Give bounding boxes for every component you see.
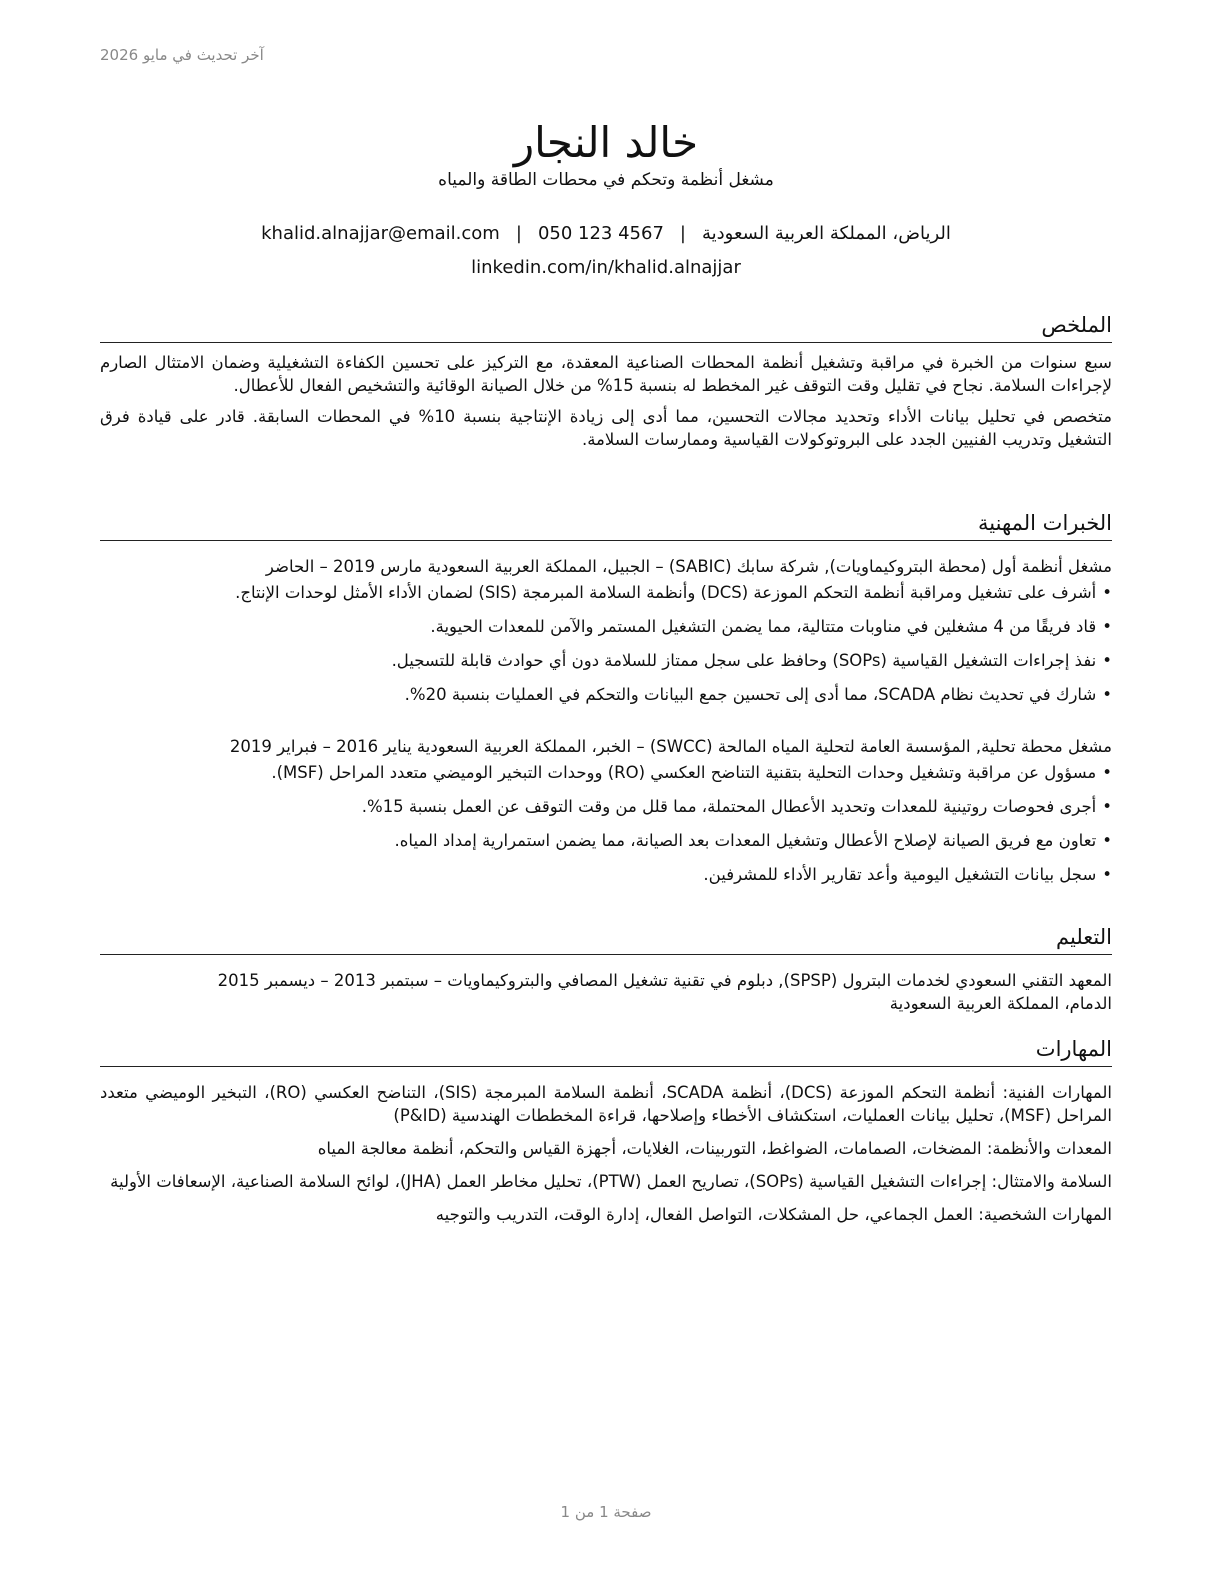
list-item: • نفذ إجراءات التشغيل القياسية (SOPs) وحافظ على سجل ممتاز للسلامة دون أي حوادث قابلة للتسجيل. bbox=[100, 649, 1112, 673]
last-updated: آخر تحديث في مايو 2026 bbox=[100, 46, 264, 64]
job-header: مشغل محطة تحلية, المؤسسة العامة لتحلية المياه المالحة (SWCC) – الخبر، المملكة العربية السعودية يناير 2016 – فبراير 2019 bbox=[229, 737, 1112, 756]
phone: 050 123 4567 bbox=[537, 223, 664, 244]
list-item: • أجرى فحوصات روتينية للمعدات وتحديد الأعطال المحتملة، مما قلل من وقت التوقف عن العمل بنسبة 15%. bbox=[100, 795, 1112, 819]
page-number: صفحة 1 من 1 bbox=[560, 1503, 652, 1521]
summary-paragraph: متخصص في تحليل بيانات الأداء وتحديد مجالات التحسين، مما أدى إلى زيادة الإنتاجية بنسبة 10% في المحطات السابقة. قادر على قيادة فرق التشغيل وتدريب الفنيين الجدد على البروتوكولات القياسية وممارسات السلامة. bbox=[100, 407, 1112, 449]
list-item: • سجل بيانات التشغيل اليومية وأعد تقارير الأداء للمشرفين. bbox=[100, 863, 1112, 887]
job-bullets bbox=[100, 761, 1112, 887]
candidate-role: مشغل أنظمة وتحكم في محطات الطاقة والمياه bbox=[438, 170, 774, 190]
skills-section bbox=[100, 1034, 1112, 1236]
section-title: الملخص bbox=[100, 310, 1112, 343]
section-title: المهارات bbox=[100, 1034, 1112, 1067]
summary-paragraph: سبع سنوات من الخبرة في مراقبة وتشغيل أنظمة المحطات الصناعية المعقدة، مع التركيز على تحسين الكفاءة التشغيلية وضمان الامتثال الصارم لإجراءات السلامة. نجاح في تقليل وقت التوقف غير المخطط له بنسبة 15% من خلال الصيانة الوقائية والتشخيص الفعال للأعطال. bbox=[100, 353, 1112, 395]
resume-page bbox=[100, 0, 1112, 1584]
skills-list bbox=[100, 1081, 1112, 1226]
linkedin-link[interactable]: linkedin.com/in/khalid.alnajjar bbox=[471, 257, 741, 278]
list-item: • أشرف على تشغيل ومراقبة أنظمة التحكم الموزعة (DCS) وأنظمة السلامة المبرمجة (SIS) لضمان الأداء الأمثل لوحدات الإنتاج. bbox=[100, 581, 1112, 605]
job-bullets bbox=[100, 581, 1112, 707]
job-header: مشغل أنظمة أول (محطة البتروكيماويات), شركة سابك (SABIC) – الجبيل، المملكة العربية السعودية مارس 2019 – الحاضر bbox=[265, 557, 1112, 576]
list-item: • قاد فريقًا من 4 مشغلين في مناوبات متتالية، مما يضمن التشغيل المستمر والآمن للمعدات الحيوية. bbox=[100, 615, 1112, 639]
education-section bbox=[100, 922, 1112, 1015]
list-item: • شارك في تحديث نظام SCADA، مما أدى إلى تحسين جمع البيانات والتحكم في العمليات بنسبة 20%. bbox=[100, 683, 1112, 707]
contact-line bbox=[100, 223, 1112, 244]
experience-section bbox=[100, 508, 1112, 887]
location: الرياض، المملكة العربية السعودية bbox=[701, 223, 951, 244]
education-line: المعهد التقني السعودي لخدمات البترول (SPSP), دبلوم في تقنية تشغيل المصافي والبتروكيماويات – سبتمبر 2013 – ديسمبر 2015 bbox=[217, 971, 1112, 990]
skill-line: المهارات الفنية: أنظمة التحكم الموزعة (DCS)، أنظمة SCADA، أنظمة السلامة المبرمجة (SIS)، التناضح العكسي (RO)، التبخير الوميضي متعدد المراحل (MSF)، تحليل بيانات العمليات، استكشاف الأخطاء وإصلاحها، قراءة المخططات الهندسية (P&ID) bbox=[100, 1083, 1112, 1125]
list-item: • تعاون مع فريق الصيانة لإصلاح الأعطال وتشغيل المعدات بعد الصيانة، مما يضمن استمرارية إمداد المياه. bbox=[100, 829, 1112, 853]
skill-line: السلامة والامتثال: إجراءات التشغيل القياسية (SOPs)، تصاريح العمل (PTW)، تحليل مخاطر العمل (JHA)، لوائح السلامة الصناعية، الإسعافات الأولية bbox=[110, 1172, 1112, 1191]
separator: | bbox=[515, 223, 522, 244]
candidate-name: خالد النجار bbox=[513, 118, 699, 168]
summary-section bbox=[100, 310, 1112, 451]
skill-line: المعدات والأنظمة: المضخات، الصمامات، الضواغط، التوربينات، الغلايات، أجهزة القياس والتحكم، أنظمة معالجة المياه bbox=[317, 1139, 1112, 1158]
section-title: الخبرات المهنية bbox=[100, 508, 1112, 541]
job-entry bbox=[100, 735, 1112, 887]
section-title: التعليم bbox=[100, 922, 1112, 955]
email-link[interactable]: khalid.alnajjar@email.com bbox=[261, 223, 500, 244]
education-location: الدمام، المملكة العربية السعودية bbox=[889, 994, 1112, 1013]
job-entry bbox=[100, 555, 1112, 707]
list-item: • مسؤول عن مراقبة وتشغيل وحدات التحلية بتقنية التناضح العكسي (RO) ووحدات التبخير الوميضي متعدد المراحل (MSF). bbox=[100, 761, 1112, 785]
separator: | bbox=[679, 223, 686, 244]
skill-line: المهارات الشخصية: العمل الجماعي، حل المشكلات، التواصل الفعال، إدارة الوقت، التدريب والتوجيه bbox=[435, 1205, 1112, 1224]
